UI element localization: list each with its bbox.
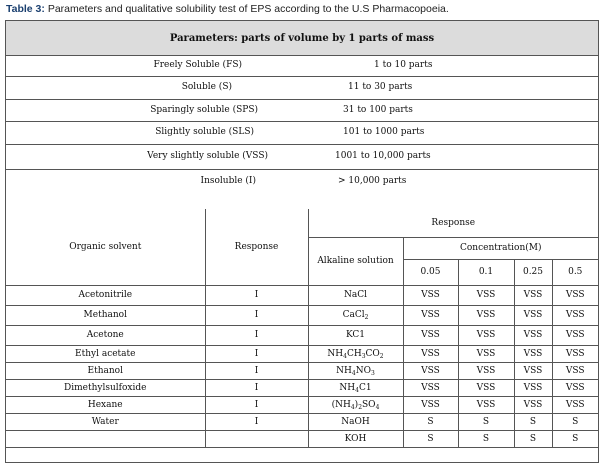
formula-subscript: 4 [375, 403, 380, 411]
solvent-response: I [205, 345, 308, 362]
solubility-value: VSS [458, 379, 514, 396]
solubility-value: VSS [403, 362, 458, 379]
parts-range: 1 to 10 parts [374, 60, 433, 70]
solubility-value: VSS [403, 396, 458, 413]
formula-part: KOH [344, 433, 367, 444]
parts-range: 1001 to 10,000 parts [335, 151, 431, 161]
formula-part: NH [339, 382, 356, 393]
solubility-value: S [403, 430, 458, 447]
alkaline-solution [308, 396, 403, 413]
solubility-value: S [514, 413, 552, 430]
table-row [6, 430, 598, 447]
parts-range: 101 to 1000 parts [343, 127, 425, 137]
alkaline-solution [308, 413, 403, 430]
solvent-response: I [205, 379, 308, 396]
formula-subscript: 4 [343, 352, 347, 360]
formula-subscript: 2 [358, 403, 363, 411]
solvent-name: Water [6, 413, 205, 430]
solubility-value: VSS [403, 305, 458, 325]
solubility-value: VSS [458, 305, 514, 325]
parameter-row [6, 144, 598, 170]
solubility-value: VSS [552, 325, 598, 345]
concentration-value: 0.25 [514, 259, 552, 285]
solubility-term: Sparingly soluble (SPS) [150, 105, 258, 115]
solvent-response: I [205, 413, 308, 430]
parameter-row [6, 76, 598, 100]
solubility-value: VSS [552, 379, 598, 396]
solvent-name [6, 430, 205, 447]
formula-subscript: 2 [379, 352, 384, 360]
formula-part: NH [336, 365, 352, 376]
caption-label: Table 3: [6, 3, 45, 15]
solvent-name: Acetonitrile [6, 285, 205, 305]
solvent-response [205, 430, 308, 447]
formula-subscript: 4 [355, 386, 359, 394]
solubility-value: VSS [403, 379, 458, 396]
concentration-value: 0.05 [403, 259, 458, 285]
solubility-value: VSS [403, 325, 458, 345]
table-row [6, 345, 598, 362]
solubility-value: VSS [458, 345, 514, 362]
solubility-value: S [403, 413, 458, 430]
solubility-value: VSS [514, 362, 552, 379]
solubility-value: VSS [403, 285, 458, 305]
solubility-value: S [458, 413, 514, 430]
solubility-value: VSS [552, 362, 598, 379]
solubility-term: Soluble (S) [181, 82, 232, 92]
solubility-value: VSS [514, 345, 552, 362]
solubility-term: Very slightly soluble (VSS) [147, 151, 268, 161]
formula-part: CaCl [342, 310, 365, 320]
alkaline-solution [308, 305, 403, 325]
alkaline-solution [308, 345, 403, 362]
solubility-value: VSS [514, 285, 552, 305]
table-row [6, 413, 598, 430]
formula-subscript: 4 [351, 369, 356, 377]
solubility-value: VSS [403, 345, 458, 362]
solubility-value: VSS [514, 379, 552, 396]
solvent-name: Acetone [6, 325, 205, 345]
alkaline-solution-header: Alkaline solution [308, 237, 403, 285]
solvent-response: I [205, 285, 308, 305]
solubility-term: Freely Soluble (FS) [153, 60, 242, 70]
response-header: Response [205, 209, 308, 285]
solubility-value: S [552, 413, 598, 430]
concentration-value: 0.1 [458, 259, 514, 285]
solvent-name: Ethyl acetate [6, 345, 205, 362]
formula-part: NO [355, 365, 371, 376]
solubility-value: S [514, 430, 552, 447]
alkaline-solution [308, 325, 403, 345]
solubility-value: VSS [514, 396, 552, 413]
formula-part: (NH [331, 399, 351, 410]
formula-part: ) [354, 399, 359, 410]
caption-text: Parameters and qualitative solubility test of EPS according to the U.S Pharmacopoeia. [44, 3, 449, 15]
table-row [6, 362, 598, 379]
alkaline-solution [308, 285, 403, 305]
solubility-value: VSS [514, 305, 552, 325]
solubility-value: VSS [552, 345, 598, 362]
solubility-value: VSS [458, 325, 514, 345]
formula-part: SO [362, 399, 376, 410]
table-row [6, 305, 598, 325]
solubility-term: Slightly soluble (SLS) [155, 127, 254, 137]
table-row [6, 325, 598, 345]
table-row [6, 285, 598, 305]
solubility-value: S [458, 430, 514, 447]
solubility-table [5, 20, 599, 463]
solubility-value: VSS [458, 285, 514, 305]
solubility-value: VSS [552, 396, 598, 413]
solvent-response: I [205, 325, 308, 345]
alkaline-solution [308, 379, 403, 396]
parts-range: 11 to 30 parts [348, 82, 413, 92]
formula-subscript: 3 [371, 369, 375, 377]
formula-subscript: 3 [361, 352, 366, 360]
parameters-header: Parameters: parts of volume by 1 parts of mass [6, 21, 598, 56]
parameter-row [6, 99, 598, 122]
solvent-response: I [205, 362, 308, 379]
parameter-row [6, 169, 598, 209]
solubility-value: S [552, 430, 598, 447]
formula-part: KC1 [345, 330, 366, 340]
solvent-name: Ethanol [6, 362, 205, 379]
organic-solvent-header: Organic solvent [6, 209, 205, 285]
formula-part: CO [365, 348, 380, 359]
parts-range: 31 to 100 parts [343, 105, 413, 115]
formula-part: CH [346, 348, 362, 359]
concentration-value: 0.5 [552, 259, 598, 285]
alkaline-solution [308, 362, 403, 379]
parameter-row [6, 121, 598, 145]
solvent-response: I [205, 305, 308, 325]
solubility-value: VSS [458, 362, 514, 379]
formula-part: C1 [358, 382, 372, 393]
alkaline-solution [308, 430, 403, 447]
solubility-value: VSS [458, 396, 514, 413]
solvent-name: Hexane [6, 396, 205, 413]
table-row [6, 379, 598, 396]
solvent-response: I [205, 396, 308, 413]
formula-subscript: 4 [350, 403, 355, 411]
solvent-table [6, 209, 598, 448]
solubility-term: Insoluble (I) [200, 176, 256, 186]
concentration-header: Concentration(M) [403, 237, 598, 259]
solubility-value: VSS [552, 285, 598, 305]
solubility-value: VSS [552, 305, 598, 325]
solvent-name: Dimethylsulfoxide [6, 379, 205, 396]
table-row [6, 396, 598, 413]
formula-part: NaOH [341, 416, 370, 427]
parameter-row [6, 55, 598, 77]
formula-subscript: 2 [364, 314, 369, 321]
table-caption [6, 2, 601, 16]
formula-part: NaCl [343, 290, 367, 300]
response-group-header: Response [308, 209, 598, 237]
solubility-value: VSS [514, 325, 552, 345]
formula-part: NH [327, 348, 344, 359]
parts-range: > 10,000 parts [338, 176, 407, 186]
solvent-name: Methanol [6, 305, 205, 325]
